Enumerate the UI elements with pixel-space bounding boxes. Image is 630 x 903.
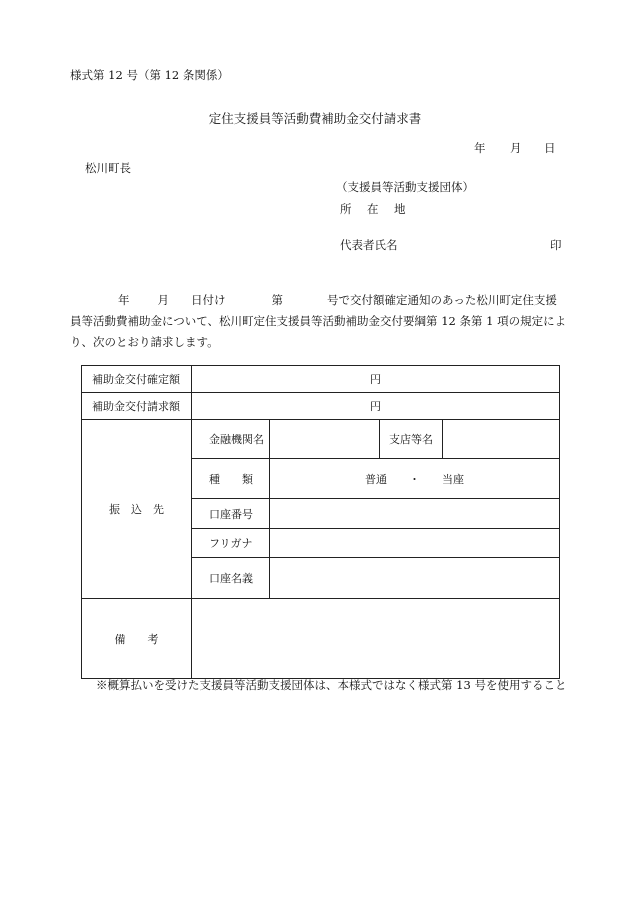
- confirmed-amount-field[interactable]: [192, 366, 560, 393]
- body-line-3: り、次のとおり請求します。: [70, 335, 219, 349]
- furigana-label: フリガナ: [192, 529, 270, 558]
- form-number: 様式第 12 号（第 12 条関係）: [70, 68, 229, 82]
- body-number-prefix: 第: [271, 293, 283, 307]
- requested-amount-label: 補助金交付請求額: [82, 393, 192, 420]
- request-body-text: [70, 290, 570, 353]
- transfer-destination-label: 振 込 先: [82, 420, 192, 599]
- confirmed-amount-label: 補助金交付確定額: [82, 366, 192, 393]
- requested-amount-row: [82, 393, 560, 420]
- addressee: 松川町長: [85, 161, 131, 175]
- date-month-label: 月: [510, 141, 522, 155]
- body-line-1: [70, 290, 570, 311]
- confirmed-amount-row: [82, 366, 560, 393]
- seal-mark: 印: [550, 238, 562, 252]
- body-year: 年: [118, 293, 130, 307]
- remarks-field[interactable]: [192, 599, 560, 679]
- remarks-row: [82, 599, 560, 679]
- body-month: 月: [157, 293, 169, 307]
- requested-amount-field[interactable]: [192, 393, 560, 420]
- usage-note: ※概算払いを受けた支援員等活動支援団体は、本様式ではなく様式第 13 号を使用すること: [96, 678, 567, 692]
- requested-amount-yen: 円: [370, 400, 381, 413]
- bank-name-field[interactable]: [270, 420, 380, 459]
- body-line-1-rest: 号で交付額確定通知のあった松川町定住支援: [327, 293, 557, 307]
- page-title: 定住支援員等活動費補助金交付請求書: [208, 111, 422, 126]
- remarks-label: 備 考: [82, 599, 192, 679]
- account-holder-label: 口座名義: [192, 558, 270, 599]
- account-type-label: 種 類: [192, 459, 270, 499]
- body-dated: 日付け: [191, 293, 226, 307]
- bank-row: [82, 420, 560, 459]
- date-year-label: 年: [474, 141, 486, 155]
- representative-name-label: 代表者氏名: [340, 238, 398, 252]
- branch-name-field[interactable]: [443, 420, 560, 459]
- account-holder-field[interactable]: [270, 558, 560, 599]
- bank-name-label: 金融機関名: [192, 420, 270, 459]
- applicant-address-label: 所 在 地: [340, 202, 408, 216]
- account-number-label: 口座番号: [192, 499, 270, 529]
- confirmed-amount-yen: 円: [370, 373, 381, 386]
- furigana-field[interactable]: [270, 529, 560, 558]
- branch-name-label: 支店等名: [380, 420, 443, 459]
- account-type-options[interactable]: 普通 ・ 当座: [270, 459, 560, 499]
- account-number-field[interactable]: [270, 499, 560, 529]
- request-table: [81, 365, 560, 679]
- date-day-label: 日: [544, 141, 556, 155]
- body-line-2: 員等活動費補助金について、松川町定住支援員等活動補助金交付要綱第 12 条第 1 項の規定によ: [70, 314, 567, 328]
- applicant-org-label: （支援員等活動支援団体）: [336, 180, 474, 194]
